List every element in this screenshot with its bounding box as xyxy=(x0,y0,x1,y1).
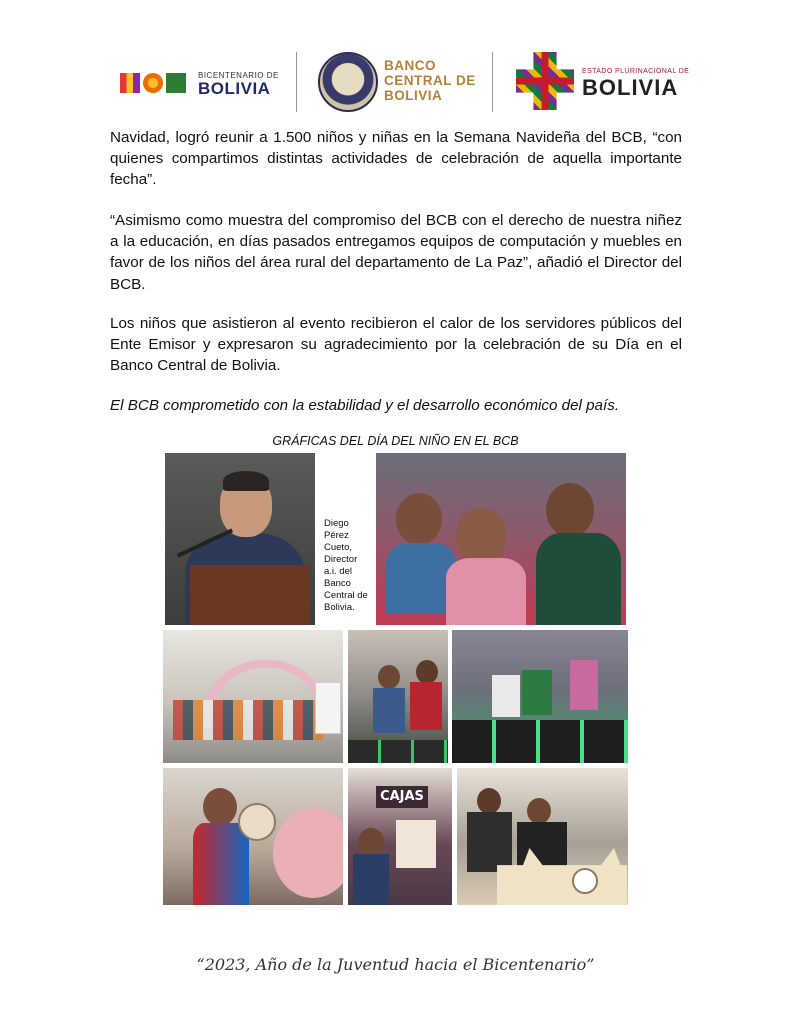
bicentenario-logo xyxy=(120,68,280,102)
header-divider-left xyxy=(296,52,297,112)
bcb-seal-logo xyxy=(318,52,378,112)
photo-cajas-booth xyxy=(348,768,452,905)
bank-name-line3: BOLIVIA xyxy=(384,88,443,103)
bicentenario-text-small: BICENTENARIO DE xyxy=(198,71,279,80)
bicentenario-icons xyxy=(120,73,189,93)
paragraph-3: Los niños que asistieron al evento recibieron el calor de los servidores públicos del Ente Emisor y expresaron su agradecimiento por la celebración de su Día en el Banco Central de Bolivia. xyxy=(110,315,682,375)
footer-motto: “2023, Año de la Juventud hacia el Bicentenario” xyxy=(196,955,595,974)
paragraph-2: “Asimismo como muestra del compromiso del BCB con el derecho de nuestra niñez a la educación, en días pasados entregamos equipos de computación y muebles en favor de los niños del área rural del departamento de La Paz”, añadió el Director del BCB. xyxy=(110,212,682,293)
cajas-sign: CAJAS xyxy=(376,786,428,808)
bank-name xyxy=(384,58,476,103)
estado-text-big: BOLIVIA xyxy=(582,75,679,100)
header-divider-right xyxy=(492,52,493,112)
bicentenario-text-big: BOLIVIA xyxy=(198,79,271,98)
photo-boy-with-coin xyxy=(163,768,343,905)
bank-name-line1: BANCO xyxy=(384,58,436,73)
photo-group-balloon-arch xyxy=(163,630,343,763)
director-caption: Diego Pérez Cueto, Director a.i. del Banco Central de Bolivia. xyxy=(324,518,368,613)
paragraph-1: Navidad, logró reunir a 1.500 niños y niñas en la Semana Navideña del BCB, “con quienes compartimos distintas actividades de celebración de aquella importante fecha”. xyxy=(110,129,682,189)
photo-boy-dance-floor xyxy=(348,630,448,763)
bank-name-line2: CENTRAL DE xyxy=(384,73,476,88)
photo-director xyxy=(165,453,315,625)
estado-text-small: ESTADO PLURINACIONAL DE xyxy=(582,68,690,75)
estado-plurinacional-emblem-icon xyxy=(516,52,574,110)
photo-children-piggy-bank xyxy=(457,768,628,905)
photo-children-game-floor xyxy=(452,630,628,763)
closing-slogan: El BCB comprometido con la estabilidad y el desarrollo económico del país. xyxy=(110,397,620,414)
gallery-caption: GRÁFICAS DEL DÍA DEL NIÑO EN EL BCB xyxy=(272,434,519,448)
photo-children-seated xyxy=(376,453,626,625)
